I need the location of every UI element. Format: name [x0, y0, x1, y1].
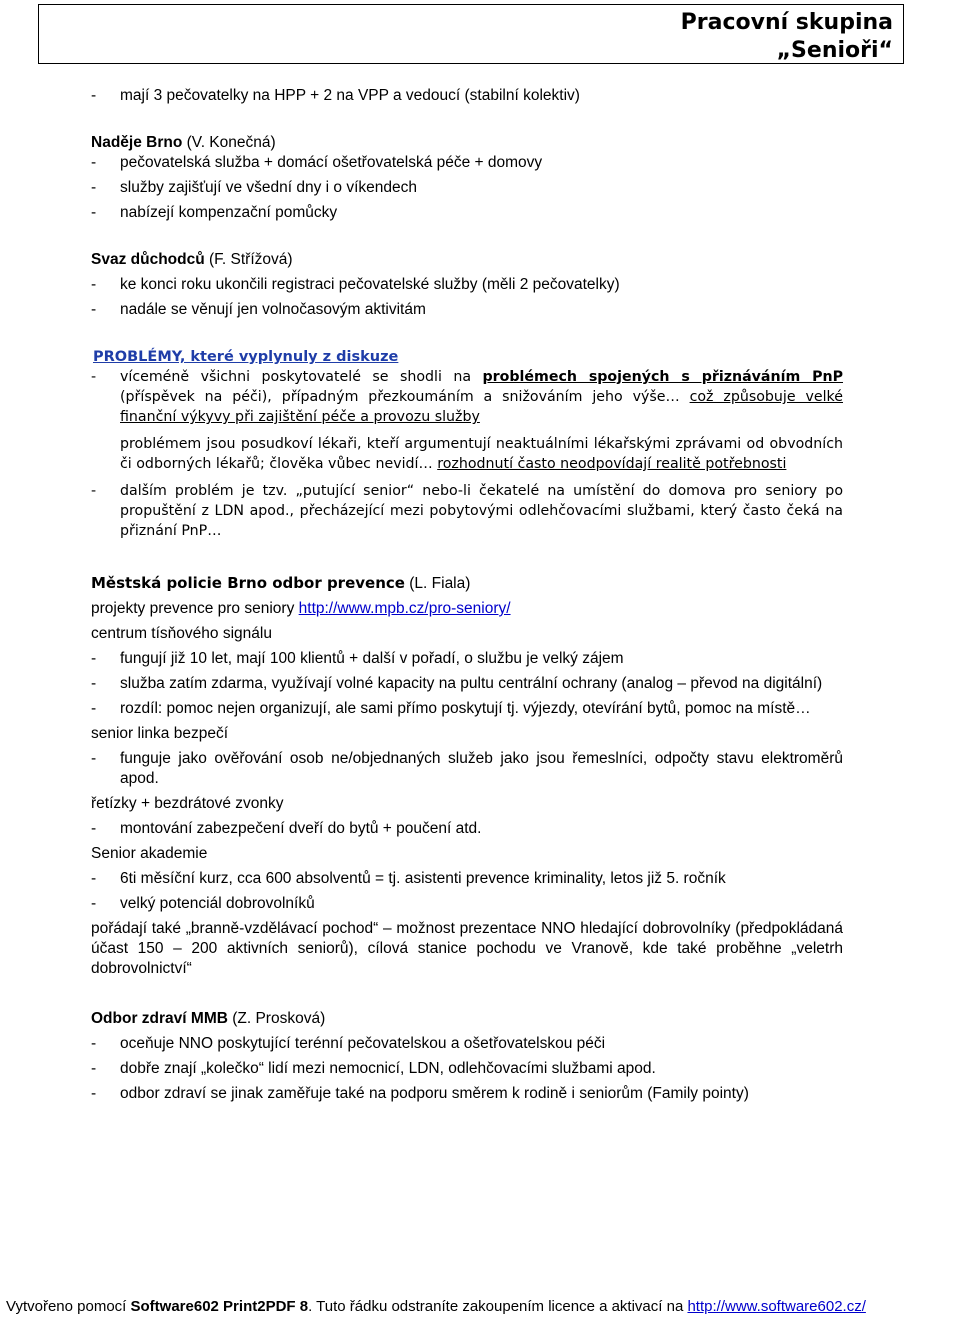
problems-heading [91, 347, 843, 367]
section-heading-odbor [91, 1009, 843, 1029]
projects-label: projekty prevence pro seniory [91, 600, 299, 617]
dash-bullet: - [91, 700, 97, 717]
list-item-text: služba zatím zdarma, využívají volné kapacity na pultu centrální ochrany (analog – převod na digitální) [120, 675, 823, 692]
list-item-text: oceňuje NNO poskytující terénní pečovatelskou a ošetřovatelskou péči [120, 1035, 606, 1052]
problem-emphasis: což způsobuje velké finanční výkyvy při zajištění péče a provozu služby [120, 389, 843, 425]
footer-middle: . Tuto řádku odstraníte zakoupením licence a aktivací na [308, 1298, 688, 1315]
zvonky-label: řetízky + bezdrátové zvonky [91, 795, 284, 812]
list-item-text: montování zabezpečení dveří do bytů + poučení atd. [120, 820, 482, 837]
list-item [91, 203, 843, 223]
problem-emphasis: rozhodnutí často neodpovídají realitě potřebnosti [437, 456, 787, 472]
list-item-text: pečovatelská služba + domácí ošetřovatelská péče + domovy [120, 154, 543, 171]
list-item [91, 275, 843, 295]
list-item [91, 178, 843, 198]
list-item [91, 869, 843, 889]
list-item [91, 153, 843, 173]
dash-bullet: - [91, 895, 97, 912]
list-item-text: rozdíl: pomoc nejen organizují, ale sami přímo poskytují tj. výjezdy, otevírání bytů, pomoc na místě… [120, 700, 811, 717]
list-item [91, 367, 843, 427]
pochod-paragraph: pořádají také „branně-vzdělávací pochod“ – možnost prezentace NNO hledající dobrovolníky (předpokládaná účast 150 – 200 aktivních seniorů), cílová stanice pochodu ve Vranově, kde také proběhne „veletrh dobrovolnictví“ [91, 920, 843, 977]
list-item-text: 6ti měsíční kurz, cca 600 absolventů = tj. asistenti prevence kriminality, letos již 5. ročník [120, 870, 726, 887]
dash-bullet: - [91, 650, 97, 667]
linka-label: senior linka bezpečí [91, 725, 228, 742]
document-body [91, 86, 843, 1104]
problems-heading-text: PROBLÉMY, které vyplynuly z diskuze [93, 349, 399, 365]
dash-bullet: - [91, 154, 97, 171]
section-heading-nadeje [91, 133, 843, 153]
footer-prefix: Vytvořeno pomocí [6, 1298, 131, 1315]
list-item-text: služby zajišťují ve všední dny i o víkendech [120, 179, 418, 196]
org-person: (Z. Prosková) [227, 1010, 326, 1027]
footer-product: Software602 Print2PDF 8 [130, 1298, 309, 1315]
section-heading-svaz [91, 250, 843, 270]
header-box [38, 4, 904, 64]
footer-watermark [6, 1298, 866, 1315]
header-line1: Pracovní skupina [680, 10, 893, 35]
org-name: Svaz důchodců [91, 251, 205, 268]
list-item-text: fungují již 10 let, mají 100 klientů + další v pořadí, o službu je velký zájem [120, 650, 624, 667]
list-item [91, 300, 843, 320]
footer-link[interactable]: http://www.software602.cz/ [687, 1298, 866, 1315]
org-name: Městská policie Brno odbor prevence [91, 574, 405, 592]
list-item [91, 649, 843, 669]
dash-bullet: - [91, 179, 97, 196]
problem-text: dalším problém je tzv. „putující senior“ nebo-li čekatelé na umístění do domova pro seniory po propuštění z LDN apod. [120, 483, 843, 519]
list-item-text: nadále se věnují jen volnočasovým aktivitám [120, 301, 426, 318]
list-item [91, 674, 843, 694]
list-item-text: odbor zdraví se jinak zaměřuje také na podporu směrem k rodině i seniorům (Family pointy) [120, 1085, 749, 1102]
list-item-text: mají 3 pečovatelky na HPP + 2 na VPP a vedoucí (stabilní kolektiv) [120, 87, 580, 104]
dash-bullet: - [91, 276, 97, 293]
akademie-label: Senior akademie [91, 845, 208, 862]
center-label: centrum tísňového signálu [91, 625, 272, 642]
org-person: (F. Střížová) [204, 251, 293, 268]
dash-bullet: - [91, 1035, 97, 1052]
header-line2: „Senioři“ [776, 38, 893, 63]
list-item [91, 481, 843, 541]
dash-bullet: - [91, 87, 97, 104]
dash-bullet: - [91, 820, 97, 837]
dash-bullet: - [91, 369, 97, 385]
list-item-text: ke konci roku ukončili registraci pečovatelské služby (měli 2 pečovatelky) [120, 276, 620, 293]
list-item-text: dobře znají „kolečko“ lidí mezi nemocnicí, LDN, odlehčovacími službami apod. [120, 1060, 656, 1077]
list-item [91, 749, 843, 789]
dash-bullet: - [91, 483, 97, 499]
list-item [91, 894, 843, 914]
org-person: (L. Fiala) [404, 575, 471, 592]
list-item [91, 819, 843, 839]
org-name: Naděje Brno [91, 134, 183, 151]
problem-text: problémem jsou posudkoví lékaři, kteří argumentují neaktuálními lékařskými zprávami od obvodních či odborných lékařů; člověka vůbec nevidí… [120, 436, 843, 472]
list-item [91, 699, 843, 719]
header-title [681, 9, 893, 65]
dash-bullet: - [91, 1085, 97, 1102]
dash-bullet: - [91, 750, 97, 767]
section-heading-police [91, 573, 843, 594]
problem-text: (příspěvek na péči), případným přezkoumáním a snižováním jeho výše… [120, 389, 690, 405]
list-item [91, 86, 843, 106]
dash-bullet: - [91, 204, 97, 221]
list-item [91, 1034, 843, 1054]
problem-text: víceméně všichni poskytovatelé se shodli na [120, 369, 483, 385]
dash-bullet: - [91, 1060, 97, 1077]
list-item-text: velký potenciál dobrovolníků [120, 895, 315, 912]
projects-line [91, 599, 843, 619]
list-item [91, 1059, 843, 1079]
org-name: Odbor zdraví MMB [91, 1010, 228, 1027]
list-item [91, 1084, 843, 1104]
problem-text: , přecházející mezi pobytovými odlehčovacími službami, který často čeká na přiznání PnP… [120, 503, 843, 539]
dash-bullet: - [91, 675, 97, 692]
projects-link[interactable]: http://www.mpb.cz/pro-seniory/ [298, 600, 511, 617]
problem-emphasis: problémech spojených s přiznáváním PnP [482, 369, 843, 385]
list-item [91, 434, 843, 474]
dash-bullet: - [91, 870, 97, 887]
list-item-text: nabízejí kompenzační pomůcky [120, 204, 338, 221]
dash-bullet: - [91, 301, 97, 318]
org-person: (V. Konečná) [182, 134, 276, 151]
list-item-text: funguje jako ověřování osob ne/objednaných služeb jako jsou řemeslníci, odpočty stavu elektroměrů apod. [120, 750, 843, 787]
